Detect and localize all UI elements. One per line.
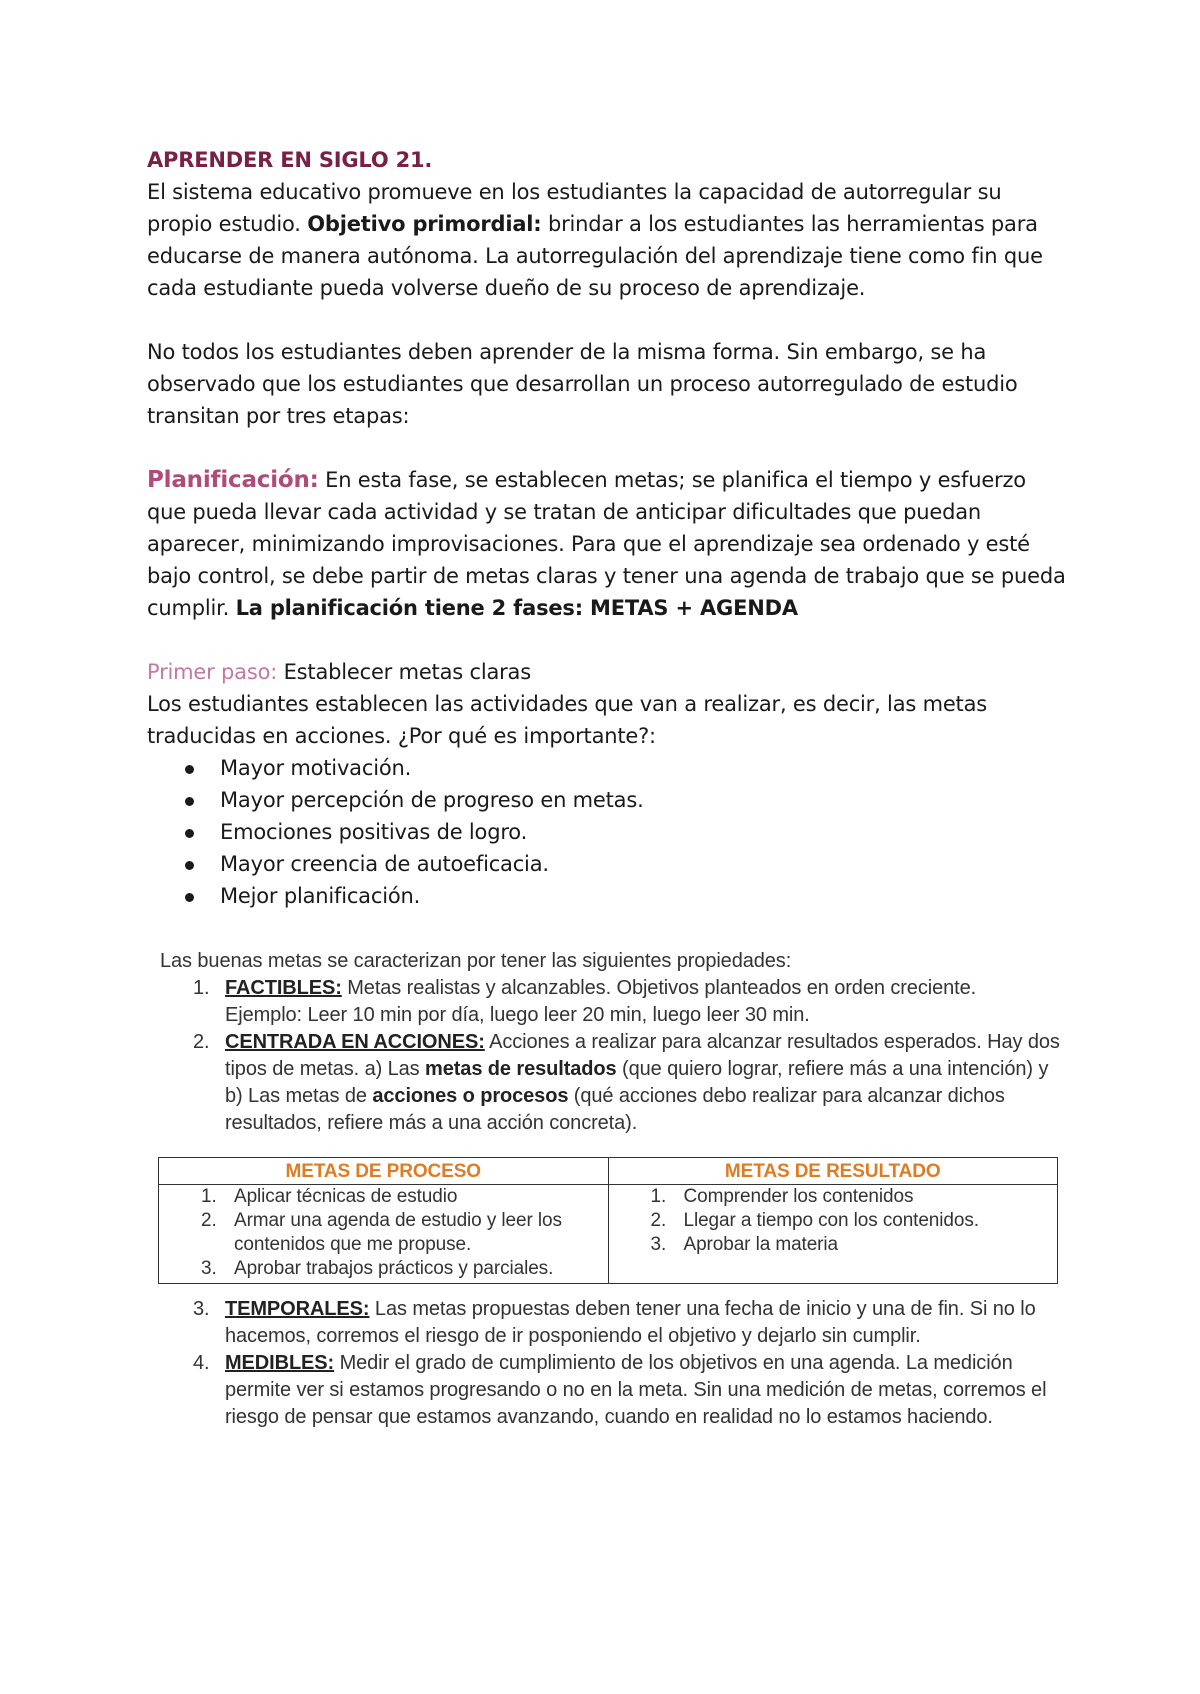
- property-text: Las metas propuestas deben tener una fecha de inicio y una de fin. Si no lo hacemos, corremos el riesgo de ir posponiendo el objetivo y dejarlo sin cumplir.: [225, 1298, 1036, 1347]
- property-label: TEMPORALES:: [225, 1298, 370, 1320]
- item-number: 1.: [193, 977, 210, 999]
- list-item: [609, 1233, 1058, 1257]
- intro-text-after: brindar a los estudiantes las herramientas para educarse de manera autónoma. La autorregulación del aprendizaje tiene como fin que cada estudiante pueda volverse dueño de su proceso de aprendizaje.: [147, 212, 1043, 300]
- property-label: CENTRADA EN ACCIONES:: [225, 1031, 485, 1053]
- list-item: Emociones positivas de logro.: [185, 816, 1067, 848]
- bold-term: acciones o procesos: [372, 1085, 569, 1107]
- table-cell-process: [159, 1185, 609, 1284]
- planning-label: Planificación:: [147, 467, 319, 493]
- item-text: Comprender los contenidos: [683, 1186, 914, 1207]
- goals-table: [158, 1157, 1058, 1284]
- table-cell-result: [608, 1185, 1058, 1284]
- list-item: [159, 1257, 608, 1281]
- bold-term: metas de resultados: [425, 1058, 617, 1080]
- process-goals-list: [159, 1185, 608, 1281]
- item-number: 1.: [650, 1186, 667, 1207]
- item-text: Llegar a tiempo con los contenidos.: [683, 1210, 979, 1231]
- page-title: APRENDER EN SIGLO 21.: [147, 148, 433, 172]
- property-label: MEDIBLES:: [225, 1352, 335, 1374]
- planning-bold-tail: La planificación tiene 2 fases: METAS + AGENDA: [235, 596, 798, 620]
- properties-intro: Las buenas metas se caracterizan por tener las siguientes propiedades:: [160, 950, 792, 972]
- property-text: Metas realistas y alcanzables. Objetivos planteados en orden creciente.: [341, 977, 977, 999]
- item-number: 3.: [201, 1258, 217, 1279]
- property-item: [160, 1350, 1060, 1431]
- list-item: [159, 1209, 608, 1257]
- property-item: [160, 975, 1060, 1029]
- item-text: Armar una agenda de estudio y leer los contenidos que me propuse.: [234, 1210, 562, 1255]
- intro-bold: Objetivo primordial:: [307, 212, 542, 236]
- item-number: 2.: [201, 1210, 217, 1231]
- first-step-text: Los estudiantes establecen las actividades que van a realizar, es decir, las metas traducidas en acciones. ¿Por qué es importante?:: [147, 692, 987, 748]
- item-number: 1.: [201, 1186, 217, 1207]
- table-header-process: METAS DE PROCESO: [159, 1158, 609, 1185]
- list-item: [159, 1185, 608, 1209]
- item-number: 2.: [650, 1210, 667, 1231]
- properties-list: [160, 975, 1060, 1137]
- first-step-title: Establecer metas claras: [277, 660, 531, 684]
- document-body: [147, 144, 1067, 912]
- list-item: Mayor percepción de progreso en metas.: [185, 784, 1067, 816]
- planning-paragraph: [147, 464, 1067, 624]
- stages-paragraph: No todos los estudiantes deben aprender de la misma forma. Sin embargo, se ha observado que los estudiantes que desarrollan un proceso autorregulado de estudio transitan por tres etapas:: [147, 340, 1018, 428]
- list-item: Mejor planificación.: [185, 880, 1067, 912]
- item-text: Aplicar técnicas de estudio: [234, 1186, 458, 1207]
- property-item: [160, 1029, 1060, 1137]
- table-header-result: METAS DE RESULTADO: [608, 1158, 1058, 1185]
- first-step-label: Primer paso:: [147, 660, 278, 684]
- benefits-list: [147, 752, 1067, 912]
- property-example: Ejemplo: Leer 10 min por día, luego leer 20 min, luego leer 30 min.: [225, 1004, 810, 1026]
- scanned-excerpt: [160, 948, 1060, 1431]
- result-goals-list: [609, 1185, 1058, 1257]
- item-text: Aprobar la materia: [683, 1234, 838, 1255]
- property-text: Medir el grado de cumplimiento de los objetivos en una agenda. La medición permite ver si estamos progresando o no en la meta. Sin una medición de metas, corremos el riesgo de pensar que estamos avanzando, cuando en realidad no lo estamos haciendo.: [225, 1352, 1047, 1428]
- item-number: 4.: [193, 1352, 210, 1374]
- list-item: Mayor creencia de autoeficacia.: [185, 848, 1067, 880]
- item-number: 3.: [650, 1234, 667, 1255]
- list-item: [609, 1209, 1058, 1233]
- item-number: 3.: [193, 1298, 210, 1320]
- properties-list-continued: [160, 1296, 1060, 1431]
- property-label: FACTIBLES:: [225, 977, 342, 999]
- property-text: Acciones a realizar para alcanzar resultados esperados. Hay dos tipos de metas. a) Las: [225, 1031, 1060, 1080]
- item-text: Aprobar trabajos prácticos y parciales.: [234, 1258, 554, 1279]
- intro-paragraph: [147, 176, 1067, 304]
- list-item: [609, 1185, 1058, 1209]
- list-item: Mayor motivación.: [185, 752, 1067, 784]
- intro-text: El sistema educativo promueve en los estudiantes la capacidad de autorregular su propio estudio.: [147, 180, 1002, 236]
- property-item: [160, 1296, 1060, 1350]
- first-step-heading: [147, 656, 1067, 688]
- property-text: (qué acciones debo realizar para alcanzar dichos resultados, refiere más a una acción concreta).: [225, 1085, 1005, 1134]
- property-text: (que quiero lograr, refiere más a una intención) y b) Las metas de: [225, 1058, 1049, 1107]
- item-number: 2.: [193, 1031, 210, 1053]
- planning-text: En esta fase, se establecen metas; se planifica el tiempo y esfuerzo que pueda llevar cada actividad y se tratan de anticipar dificultades que puedan aparecer, minimizando improvisaciones. Para que el aprendizaje sea ordenado y esté bajo control, se debe partir de metas claras y tener una agenda de trabajo que se pueda cumplir.: [147, 468, 1066, 620]
